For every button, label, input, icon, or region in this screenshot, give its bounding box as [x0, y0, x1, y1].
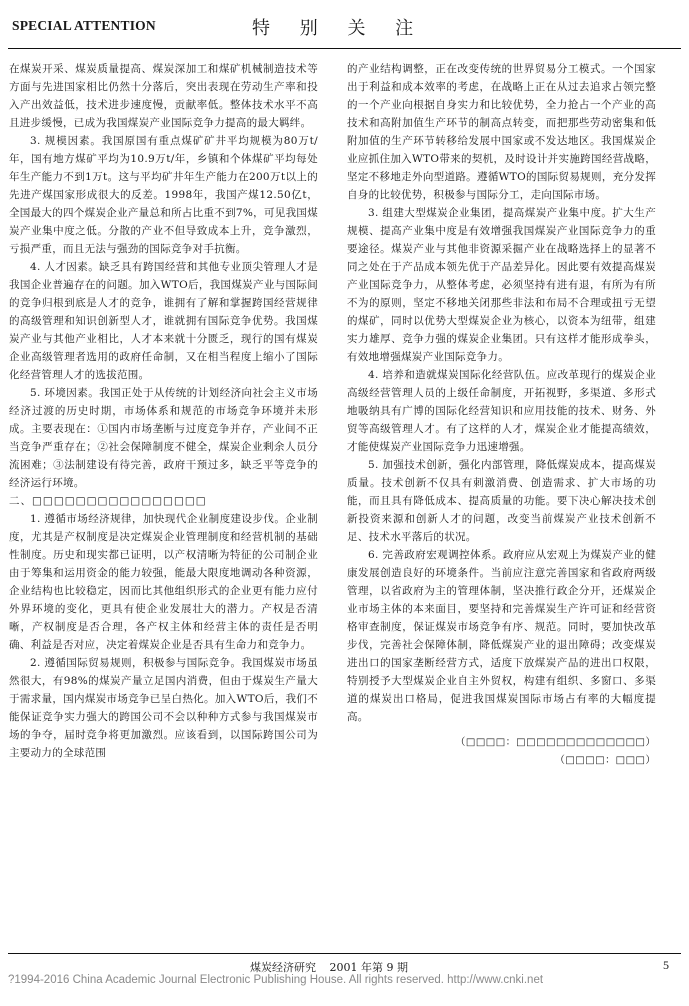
section-label-cn: 特 别 关 注	[252, 18, 426, 39]
paragraph: 3. 组建大型煤炭企业集团，提高煤炭产业集中度。扩大生产规模、提高产业集中度是有效增强我国煤炭产业国际竞争力的重要途径。煤炭产业与其他非资源采掘产业在战略选择上的显著不同之处在于产品成本领先优于产品差异化。因此要有效提高煤炭产业国际竞争力，从整体考虑，必须坚持有进有退，有所为有所不为的原则，坚定不移地关闭那些非法和布局不合理或扭亏无望的煤矿，同时以优势大型煤炭企业为核心，以资本为纽带，组建实力雄厚、竞争力强的煤炭企业集团。只有这样才能形成拳头，有效地增强煤炭产业国际竞争力。	[347, 207, 656, 363]
footer-rule	[8, 953, 681, 954]
paragraph: 的产业结构调整，正在改变传统的世界贸易分工模式。一个国家出于利益和成本效率的考虑，在战略上正在从过去追求占领完整的一个产业向根据自身实力和比较优势，全力抢占一个产业的高技术和高附加值生产环节的制高点转变，而把那些劳动密集和低附加值的生产环节转移给发展中国家或不发达地区。我国煤炭企业应抓住加入WTO带来的契机，及时设计并实施跨国经营战略，坚定不移地走外向型道路。遵循WTO的国际贸易规则，充分发挥自身的比较优势，积极参与国际分工，走向国际市场。	[347, 63, 656, 201]
copyright-notice: ?1994-2016 China Academic Journal Electronic Publishing House. All rights reserved. http://www.cnki.net	[8, 974, 544, 986]
paragraph: 在煤炭开采、煤炭质量提高、煤炭深加工和煤矿机械制造技术等方面与先进国家相比仍然十分落后，突出表现在劳动生产率和投入产出效益低，技术进步速度慢，贡献率低。整体技术水平不高且进步缓慢，已成为我国煤炭产业国际竞争力提高的最大羁绊。	[9, 63, 318, 129]
paragraph: 5. 加强技术创新，强化内部管理，降低煤炭成本，提高煤炭质量。技术创新不仅具有刺激消费、创造需求、扩大市场的功能，而且具有降低成本、提高质量的功能。要下决心解决技术创新投资来源和创新人才的问题，改变当前煤炭产业技术创新不足、技术水平落后的状况。	[347, 459, 656, 543]
paragraph: 6. 完善政府宏观调控体系。政府应从宏观上为煤炭产业的健康发展创造良好的环境条件。当前应注意完善国家和省政府两级管理，以省政府为主的管理体制，坚决推行政企分开，还煤炭企业市场主体的本来面目，要坚持和完善煤炭生产许可证和经营资格审查制度，保证煤炭市场竞争有序、规范。同时，要加快改革步伐，完善社会保障体制，降低煤炭产业的退出障碍；改变煤炭进出口的国家垄断经营方式，适度下放煤炭产品的进出口权限，特别授予大型煤炭企业自主外贸权，构建有组织、多窗口、多渠道的煤炭出口格局，促进我国煤炭国际市场占有率的大幅度提高。	[347, 549, 656, 723]
paragraph: 4. 人才因素。缺乏具有跨国经营和其他专业顶尖管理人才是我国企业普遍存在的问题。加入WTO后，我国煤炭产业与国际间的竞争归根到底是人才的竞争，谁拥有了解和掌握跨国经营规律的高级管理和知识创新型人才，谁就拥有国际竞争优势。我国煤炭产业与其他产业相比，人才本来就十分匮乏，现行的国有煤炭企业高级管理者选用的政府任命制，又在相当程度上缩小了国际化经营管理人才的选拔范围。	[9, 261, 318, 381]
journal-info	[250, 959, 418, 975]
page-number: 5	[663, 958, 669, 972]
journal-name: 煤炭经济研究	[250, 961, 316, 974]
paragraph: 3. 规模因素。我国原国有重点煤矿矿井平均规模为80万t/年，国有地方煤矿平均为10.9万t/年，乡镇和个体煤矿平均每处年生产能力不到1万t。这与平均矿井年生产能力在200万t以上的先进产煤国家形成很大的反差。1998年，我国产煤12.50亿t，全国最大的四个煤炭企业产量总和所占比重不到7%，可见我国煤炭产业集中度之低。分散的产业不但导致成本上升，竞争激烈，亏损严重，而且无法与强劲的国际竞争对手抗衡。	[9, 135, 318, 255]
author-note	[347, 734, 656, 770]
paragraph: 4. 培养和造就煤炭国际化经营队伍。应改革现行的煤炭企业高级经营管理人员的上级任命制度，开拓视野，多渠道、多形式地吸纳具有广博的国际化经营知识和应用技能的技术、财务、外贸等高级管理人才。有了这样的人才，煤炭企业才能提高绩效，才能使煤炭产业国际竞争力迅速增强。	[347, 369, 656, 453]
right-column	[347, 60, 656, 770]
section-label-en: SPECIAL ATTENTION	[12, 18, 156, 33]
header-rule	[8, 48, 681, 49]
paragraph: 2. 遵循国际贸易规则，积极参与国际竞争。我国煤炭市场虽然很大，有98%的煤炭产量立足国内消费，但由于煤炭生产量大于需求量，国内煤炭市场竞争已呈白热化。加入WTO后，我们不能保证竞争实力强大的跨国公司不会以种种方式参与我国煤炭市场的争夺，届时竞争将更加激烈。应该看到，以国际跨国公司为主要动力的全球范围	[9, 657, 318, 759]
section-heading: 二、□□□□□□□□□□□□□□□□	[9, 495, 207, 507]
journal-issue: 2001 年第 9 期	[329, 961, 408, 974]
author-note-line: （□□□□：□□□）	[554, 755, 656, 766]
page-header	[8, 14, 681, 46]
paragraph: 1. 遵循市场经济规律，加快现代企业制度建设步伐。企业制度，尤其是产权制度是决定煤炭企业管理制度和经营机制的基础性制度。历史和现实都已证明，以产权清晰为特征的公司制企业由于筹集和运用资金的能力较强，能最大限度地调动各种资源，企业结构也比较稳定，因而比其他组织形式的企业更有能力应付外界环境的变化，更具有使企业发展壮大的潜力。产权是否清晰，产权制度是否合理，各产权主体和经营主体的责任是否明确、利益是否对应，决定着煤炭企业是否具有生命力和竞争力。	[9, 513, 318, 651]
author-note-line: （□□□□：□□□□□□□□□□□□□）	[455, 737, 656, 748]
left-column	[9, 60, 318, 762]
paragraph: 5. 环境因素。我国正处于从传统的计划经济向社会主义市场经济过渡的历史时期，市场体系和规范的市场竞争环境并未形成。主要表现在：①国内市场垄断与过度竞争并存，产业间不正当竞争严重存在；②社会保障制度不健全，煤炭企业剩余人员分流困难；③法制建设有待完善，政府干预过多，缺乏平等竞争的经济运行环境。	[9, 387, 318, 489]
